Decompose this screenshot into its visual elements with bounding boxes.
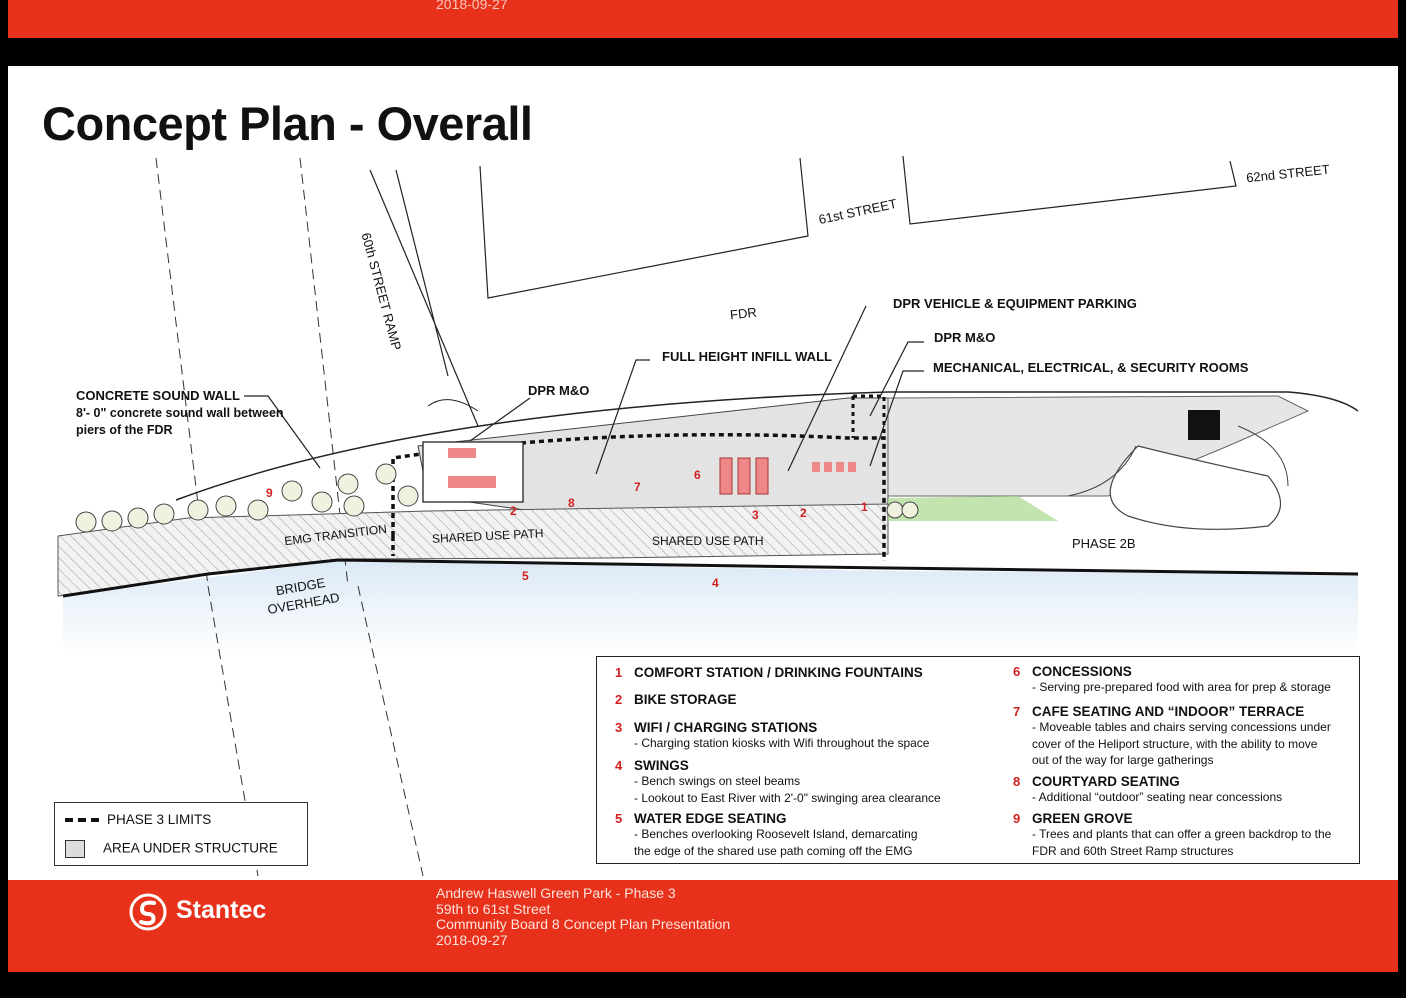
key-number: 4 <box>615 758 623 773</box>
key-desc: - Serving pre-prepared food with area for prep & storage <box>1032 680 1331 694</box>
stantec-logo-icon <box>128 892 168 932</box>
key-desc: cover of the Heliport structure, with the ability to move <box>1032 736 1318 751</box>
key-number: 3 <box>615 720 623 735</box>
key-number: 8 <box>1013 774 1021 789</box>
key-item-2 <box>615 692 737 707</box>
map-number: 2 <box>800 506 807 520</box>
map-number: 6 <box>694 468 701 482</box>
key-desc: - Additional “outdoor” seating near concessions <box>1032 790 1283 804</box>
concession-1 <box>720 458 732 494</box>
bottom-bar <box>0 972 1406 998</box>
key-title: BIKE STORAGE <box>634 692 737 707</box>
legend-phase-limits: PHASE 3 LIMITS <box>65 812 211 827</box>
callout-sound-wall-desc1: 8'- 0" concrete sound wall between <box>76 406 284 420</box>
key-desc: - Benches overlooking Roosevelt Island, demarcating <box>634 827 918 841</box>
legend <box>54 802 308 866</box>
concession-7 <box>848 462 856 472</box>
map-number: 5 <box>522 569 529 583</box>
street-label-emg: EMG TRANSITION <box>283 521 388 549</box>
concession-5 <box>824 462 832 472</box>
top-banner <box>8 0 1398 38</box>
footer-banner <box>8 880 1398 972</box>
key-item-9 <box>1013 811 1331 859</box>
key-title: COURTYARD SEATING <box>1032 774 1180 789</box>
concession-4 <box>812 462 820 472</box>
page-title: Concept Plan - Overall <box>42 97 533 150</box>
key-title: WATER EDGE SEATING <box>634 811 787 826</box>
street-label-fdr: FDR <box>729 304 758 323</box>
key-desc: - Bench swings on steel beams <box>634 774 801 788</box>
key-number: 9 <box>1013 811 1021 826</box>
dpr-mo-room-2 <box>448 476 496 488</box>
callout-mech-rooms: MECHANICAL, ELECTRICAL, & SECURITY ROOMS <box>933 360 1249 375</box>
map-number: 7 <box>634 480 641 494</box>
map-number: 3 <box>752 508 759 522</box>
key-item-1 <box>615 665 923 680</box>
concession-2 <box>738 458 750 494</box>
key-desc: - Charging station kiosks with Wifi throughout the space <box>634 736 930 750</box>
key-desc: - Trees and plants that can offer a green backdrop to the <box>1032 827 1332 841</box>
street-label-61st: 61st STREET <box>817 195 899 228</box>
heliport-block <box>1188 410 1220 440</box>
callout-infill-wall: FULL HEIGHT INFILL WALL <box>662 349 832 364</box>
street-label-bridge: BRIDGE OVERHEAD <box>266 574 341 618</box>
map-number: 2 <box>510 504 517 518</box>
key-title: CAFE SEATING AND “INDOOR” TERRACE <box>1032 704 1305 719</box>
key-number: 5 <box>615 811 623 826</box>
key-number: 6 <box>1013 664 1021 679</box>
key-title: CONCESSIONS <box>1032 664 1132 679</box>
key-item-3 <box>615 720 929 752</box>
block-outline <box>480 158 808 298</box>
callout-dpr-mo-right: DPR M&O <box>934 330 996 345</box>
concession-3 <box>756 458 768 494</box>
header-date: 2018-09-27 <box>436 0 508 12</box>
key-item-5 <box>615 811 918 859</box>
gray-box-icon <box>65 840 85 858</box>
key-title: WIFI / CHARGING STATIONS <box>634 720 818 735</box>
slide <box>8 66 1398 880</box>
key-item-4 <box>615 758 941 806</box>
street-label-phase2b: PHASE 2B <box>1072 536 1136 551</box>
key-item-8 <box>1013 774 1282 806</box>
street-label-shared2: SHARED USE PATH <box>652 534 764 548</box>
program-key <box>596 656 1360 864</box>
footer-text <box>436 886 730 948</box>
callout-dpr-mo-left: DPR M&O <box>528 383 590 398</box>
key-item-6 <box>1013 664 1331 696</box>
callout-sound-wall: CONCRETE SOUND WALL <box>76 388 240 403</box>
map-number: 9 <box>266 486 273 500</box>
map-number: 8 <box>568 496 575 510</box>
footer-line: Community Board 8 Concept Plan Presentation <box>436 916 731 932</box>
key-desc: the edge of the shared use path coming off the EMG <box>634 843 913 858</box>
key-title: COMFORT STATION / DRINKING FOUNTAINS <box>634 665 923 680</box>
key-desc: FDR and 60th Street Ramp structures <box>1032 843 1234 858</box>
dashed-line-icon <box>65 818 99 822</box>
key-number: 2 <box>615 692 623 707</box>
key-desc: - Lookout to East River with 2'-0" swinging area clearance <box>634 790 941 805</box>
street-label-62nd: 62nd STREET <box>1245 161 1331 186</box>
street-label-ramp: 60th STREET RAMP <box>358 231 405 352</box>
footer-line: Andrew Haswell Green Park - Phase 3 <box>436 885 676 901</box>
concession-6 <box>836 462 844 472</box>
brand-name: Stantec <box>176 896 267 924</box>
legend-area-under: AREA UNDER STRUCTURE <box>65 840 278 858</box>
map-number: 1 <box>861 500 868 514</box>
key-number: 1 <box>615 665 623 680</box>
dpr-mo-room <box>448 448 476 458</box>
block-outline-62 <box>903 156 1236 224</box>
footer-line: 2018-09-27 <box>436 931 508 948</box>
key-title: GREEN GROVE <box>1032 811 1133 826</box>
key-title: SWINGS <box>634 758 689 773</box>
footer-line: 59th to 61st Street <box>436 900 551 917</box>
street-label-shared1: SHARED USE PATH <box>431 526 544 546</box>
key-desc: out of the way for large gatherings <box>1032 753 1214 767</box>
key-desc: - Moveable tables and chairs serving concessions under <box>1032 720 1331 734</box>
map-number: 4 <box>712 576 719 590</box>
east-river <box>63 561 1358 656</box>
callout-dpr-parking: DPR VEHICLE & EQUIPMENT PARKING <box>893 296 1137 311</box>
key-number: 7 <box>1013 704 1021 719</box>
callout-sound-wall-desc2: piers of the FDR <box>76 423 173 437</box>
key-item-7 <box>1013 704 1331 769</box>
